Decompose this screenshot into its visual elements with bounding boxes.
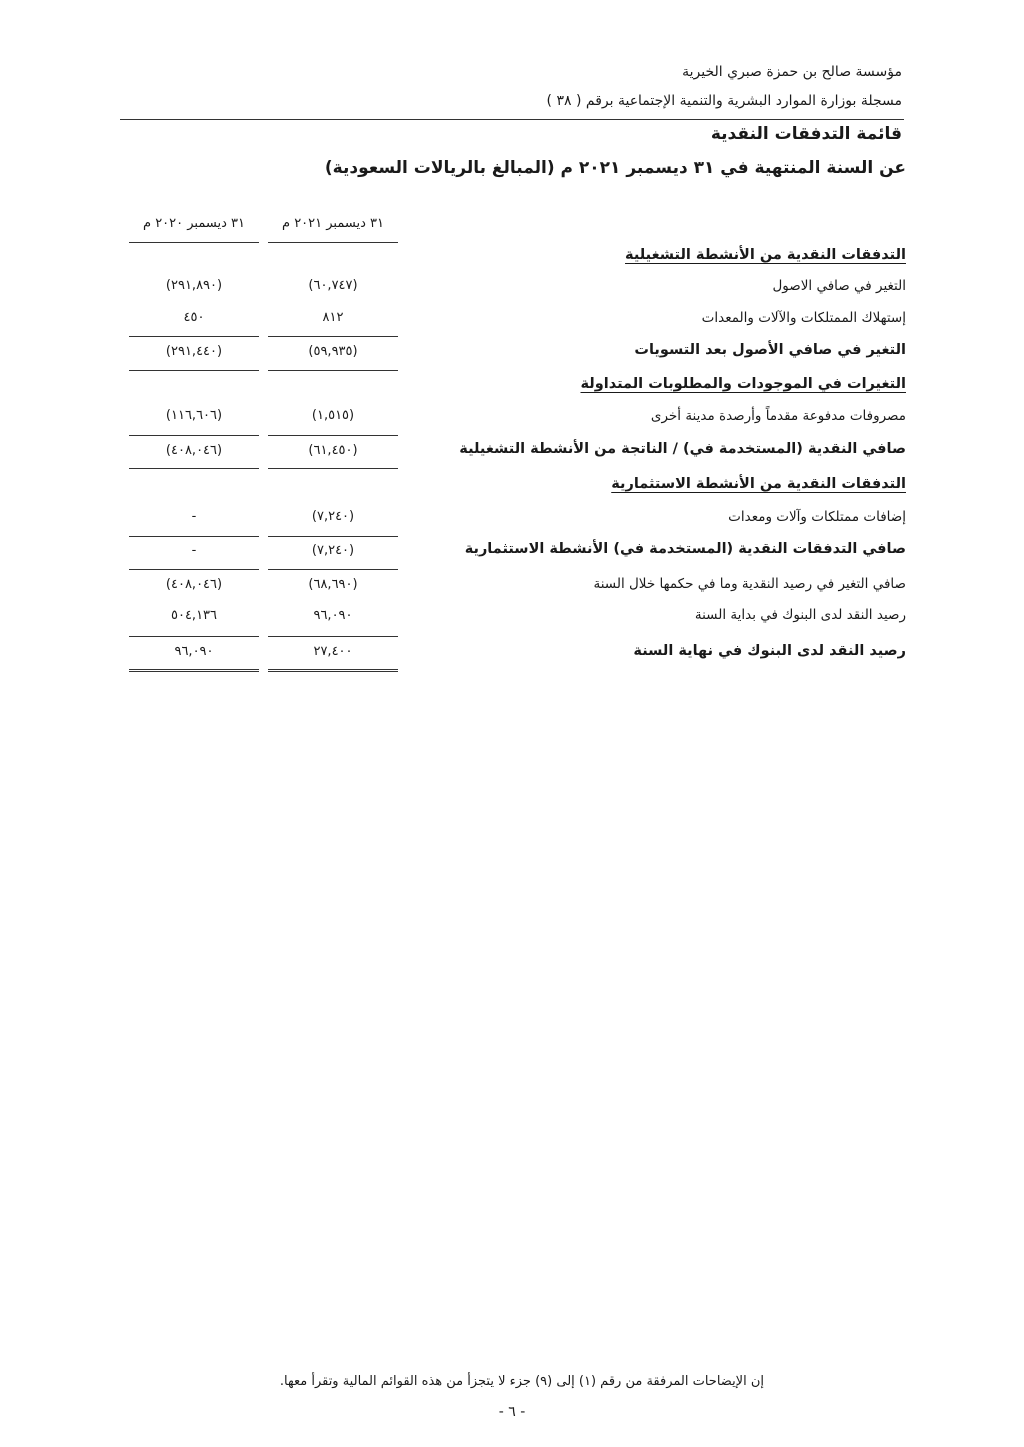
cell-2021-cash-ending: ٢٧,٤٠٠ xyxy=(313,644,353,659)
cell-2021-net-change-cash: (٦٨,٦٩٠) xyxy=(308,577,358,592)
cell-2020-change-after-adjustments: (٢٩١,٤٤٠) xyxy=(165,344,223,359)
cell-2020-depreciation: ٤٥٠ xyxy=(183,310,205,325)
row-label-cash-beginning: رصيد النقد لدى البنوك في بداية السنة xyxy=(694,607,906,623)
subtotal-rule xyxy=(268,569,398,570)
cell-2020-net-investing-cash: - xyxy=(191,543,197,558)
subtotal-rule xyxy=(268,336,398,337)
row-label-change-net-assets: التغير في صافي الاصول xyxy=(772,278,906,294)
row-label-prepaid-expenses: مصروفات مدفوعة مقدماً وأرصدة مدينة أخرى xyxy=(650,408,906,424)
subtotal-rule xyxy=(268,536,398,537)
organization-name: مؤسسة صالح بن حمزة صبري الخيرية xyxy=(682,64,902,80)
total-double-rule xyxy=(129,669,259,672)
cell-2020-net-operating-cash: (٤٠٨,٠٤٦) xyxy=(165,443,223,458)
row-label-cash-ending: رصيد النقد لدى البنوك في نهاية السنة xyxy=(633,643,906,659)
subtotal-rule xyxy=(268,636,398,637)
subtotal-rule xyxy=(129,370,259,371)
footer-note: إن الإيضاحات المرفقة من رقم (١) إلى (٩) جزء لا يتجزأ من هذه القوائم المالية وتقرأ معها. xyxy=(279,1374,764,1389)
row-label-net-investing-cash: صافي التدفقات النقدية (المستخدمة في) الأنشطة الاستثمارية xyxy=(464,541,906,557)
subtotal-rule xyxy=(129,636,259,637)
section-heading-working-capital: التغيرات في الموجودات والمطلوبات المتداولة xyxy=(580,376,906,392)
subtotal-rule xyxy=(129,468,259,469)
row-label-depreciation: إستهلاك الممتلكات والآلات والمعدات xyxy=(701,310,906,326)
cell-2020-change-net-assets: (٢٩١,٨٩٠) xyxy=(165,278,223,293)
section-heading-operating: التدفقات النقدية من الأنشطة التشغيلية xyxy=(625,247,906,263)
statement-title: قائمة التدفقات النقدية xyxy=(710,124,902,144)
cell-2020-cash-beginning: ٥٠٤,١٣٦ xyxy=(170,608,218,623)
cell-2021-prepaid-expenses: (١,٥١٥) xyxy=(311,408,355,423)
column-header-2021: ٣١ ديسمبر ٢٠٢١ م xyxy=(282,216,384,231)
page-number: - ٦ - xyxy=(498,1404,526,1420)
row-label-net-operating-cash: صافي النقدية (المستخدمة في) / الناتجة من الأنشطة التشغيلية xyxy=(459,441,906,457)
cell-2021-depreciation: ٨١٢ xyxy=(322,310,344,325)
cell-2021-change-net-assets: (٦٠,٧٤٧) xyxy=(308,278,358,293)
column-header-rule xyxy=(129,242,259,243)
section-heading-investing: التدفقات النقدية من الأنشطة الاستثمارية xyxy=(611,476,906,492)
subtotal-rule xyxy=(268,435,398,436)
row-label-net-change-cash: صافي التغير في رصيد النقدية وما في حكمها خلال السنة xyxy=(593,576,906,592)
row-label-change-after-adjustments: التغير في صافي الأصول بعد التسويات xyxy=(634,342,906,358)
column-header-rule xyxy=(268,242,398,243)
cell-2021-cash-beginning: ٩٦,٠٩٠ xyxy=(313,608,353,623)
cell-2020-ppe-additions: - xyxy=(191,509,197,524)
cell-2021-change-after-adjustments: (٥٩,٩٣٥) xyxy=(308,344,358,359)
header-divider xyxy=(120,119,904,120)
subtotal-rule xyxy=(268,468,398,469)
total-double-rule xyxy=(268,669,398,672)
cell-2020-prepaid-expenses: (١١٦,٦٠٦) xyxy=(165,408,223,423)
cell-2021-net-investing-cash: (٧,٢٤٠) xyxy=(311,543,355,558)
row-label-ppe-additions: إضافات ممتلكات وآلات ومعدات xyxy=(728,509,906,525)
subtotal-rule xyxy=(129,435,259,436)
subtotal-rule xyxy=(129,536,259,537)
registration-line: مسجلة بوزارة الموارد البشرية والتنمية الإجتماعية برقم ( ٣٨ ) xyxy=(546,93,902,109)
statement-subtitle: عن السنة المنتهية في ٣١ ديسمبر ٢٠٢١ م (المبالغ بالريالات السعودية) xyxy=(324,158,906,178)
cell-2021-net-operating-cash: (٦١,٤٥٠) xyxy=(308,443,358,458)
cell-2020-net-change-cash: (٤٠٨,٠٤٦) xyxy=(165,577,223,592)
cell-2021-ppe-additions: (٧,٢٤٠) xyxy=(311,509,355,524)
column-header-2020: ٣١ ديسمبر ٢٠٢٠ م xyxy=(143,216,245,231)
subtotal-rule xyxy=(268,370,398,371)
cell-2020-cash-ending: ٩٦,٠٩٠ xyxy=(174,644,214,659)
subtotal-rule xyxy=(129,569,259,570)
subtotal-rule xyxy=(129,336,259,337)
